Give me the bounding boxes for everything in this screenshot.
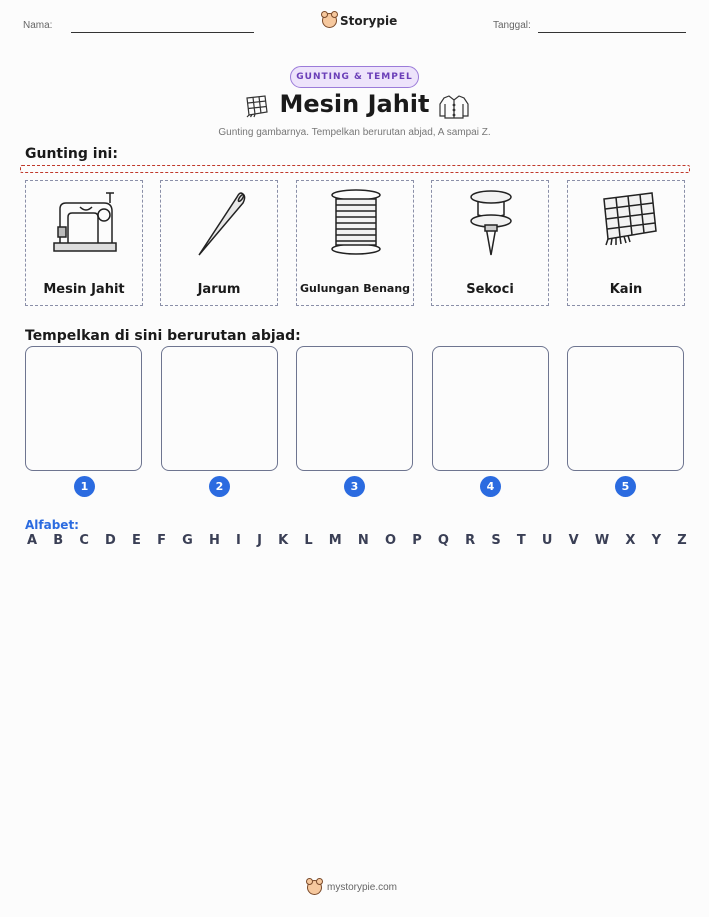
bobbin-icon <box>456 187 526 257</box>
slot-number: 5 <box>615 476 636 497</box>
paste-section-label: Tempelkan di sini berurutan abjad: <box>25 328 301 344</box>
activity-badge: GUNTING & TEMPEL <box>290 66 419 88</box>
date-line <box>538 32 686 33</box>
paste-slot[interactable] <box>432 346 549 471</box>
card-label: Kain <box>609 282 643 297</box>
alphabet-letter: U <box>541 533 553 548</box>
footer <box>307 880 397 895</box>
alphabet-letter: O <box>384 533 397 548</box>
alphabet-title: Alfabet: <box>25 518 79 532</box>
name-label: Nama: <box>23 20 53 31</box>
alphabet-letter: S <box>491 533 501 548</box>
instructions: Gunting gambarnya. Tempelkan berurutan abjad, A sampai Z. <box>218 127 491 138</box>
page-title: Mesin Jahit <box>279 90 430 118</box>
cut-card[interactable] <box>431 180 549 306</box>
name-line <box>71 32 254 33</box>
cut-card[interactable] <box>567 180 685 306</box>
slot-number: 4 <box>480 476 501 497</box>
alphabet-letter: C <box>79 533 89 548</box>
date-field <box>493 20 531 31</box>
alphabet-letter: Z <box>677 533 687 548</box>
slot-number: 1 <box>74 476 95 497</box>
cut-card[interactable] <box>25 180 143 306</box>
footer-url: mystorypie.com <box>327 882 398 893</box>
alphabet-letter: B <box>53 533 64 548</box>
brand-name: Storypie <box>340 13 398 28</box>
alphabet-letter: D <box>105 533 116 548</box>
alphabet-letter: M <box>328 533 342 548</box>
card-label: Mesin Jahit <box>43 282 125 297</box>
card-label: Gulungan Benang <box>299 282 411 295</box>
alphabet-letter: Y <box>651 533 662 548</box>
alphabet-letter: I <box>236 533 241 548</box>
alphabet-letter: P <box>412 533 422 548</box>
alphabet-letter: H <box>208 533 220 548</box>
card-label: Jarum <box>197 282 241 297</box>
paste-slot[interactable] <box>296 346 413 471</box>
bear-icon <box>307 880 322 895</box>
alphabet-letter: V <box>568 533 579 548</box>
slot-number: 3 <box>344 476 365 497</box>
alphabet-letter: L <box>304 533 313 548</box>
alphabet-letter: W <box>594 533 610 548</box>
alphabet-letter: X <box>625 533 636 548</box>
paste-slot[interactable] <box>161 346 278 471</box>
alphabet-letter: E <box>132 533 141 548</box>
cut-section-label: Gunting ini: <box>25 146 118 162</box>
thread-spool-icon <box>321 187 391 257</box>
paste-slot[interactable] <box>25 346 142 471</box>
shirt-title-icon <box>438 94 470 120</box>
alphabet-letter: A <box>27 533 38 548</box>
cut-line <box>20 165 690 173</box>
fabric-icon <box>592 187 662 257</box>
paste-slot[interactable] <box>567 346 684 471</box>
sewing-machine-icon <box>50 187 120 257</box>
date-label: Tanggal: <box>493 20 531 31</box>
alphabet-letter: K <box>278 533 289 548</box>
card-label: Sekoci <box>466 282 514 297</box>
alphabet-letter: N <box>357 533 369 548</box>
alphabet-row <box>27 533 687 548</box>
alphabet-letter: F <box>157 533 166 548</box>
alphabet-letter: T <box>516 533 526 548</box>
alphabet-letter: Q <box>437 533 449 548</box>
alphabet-letter: G <box>182 533 193 548</box>
slot-number: 2 <box>209 476 230 497</box>
name-field <box>23 20 52 31</box>
brand-logo <box>322 13 397 28</box>
alphabet-letter: J <box>257 533 262 548</box>
cut-card[interactable] <box>160 180 278 306</box>
needle-icon <box>185 187 255 257</box>
bear-icon <box>322 13 337 28</box>
cut-card[interactable] <box>296 180 414 306</box>
alphabet-letter: R <box>465 533 476 548</box>
